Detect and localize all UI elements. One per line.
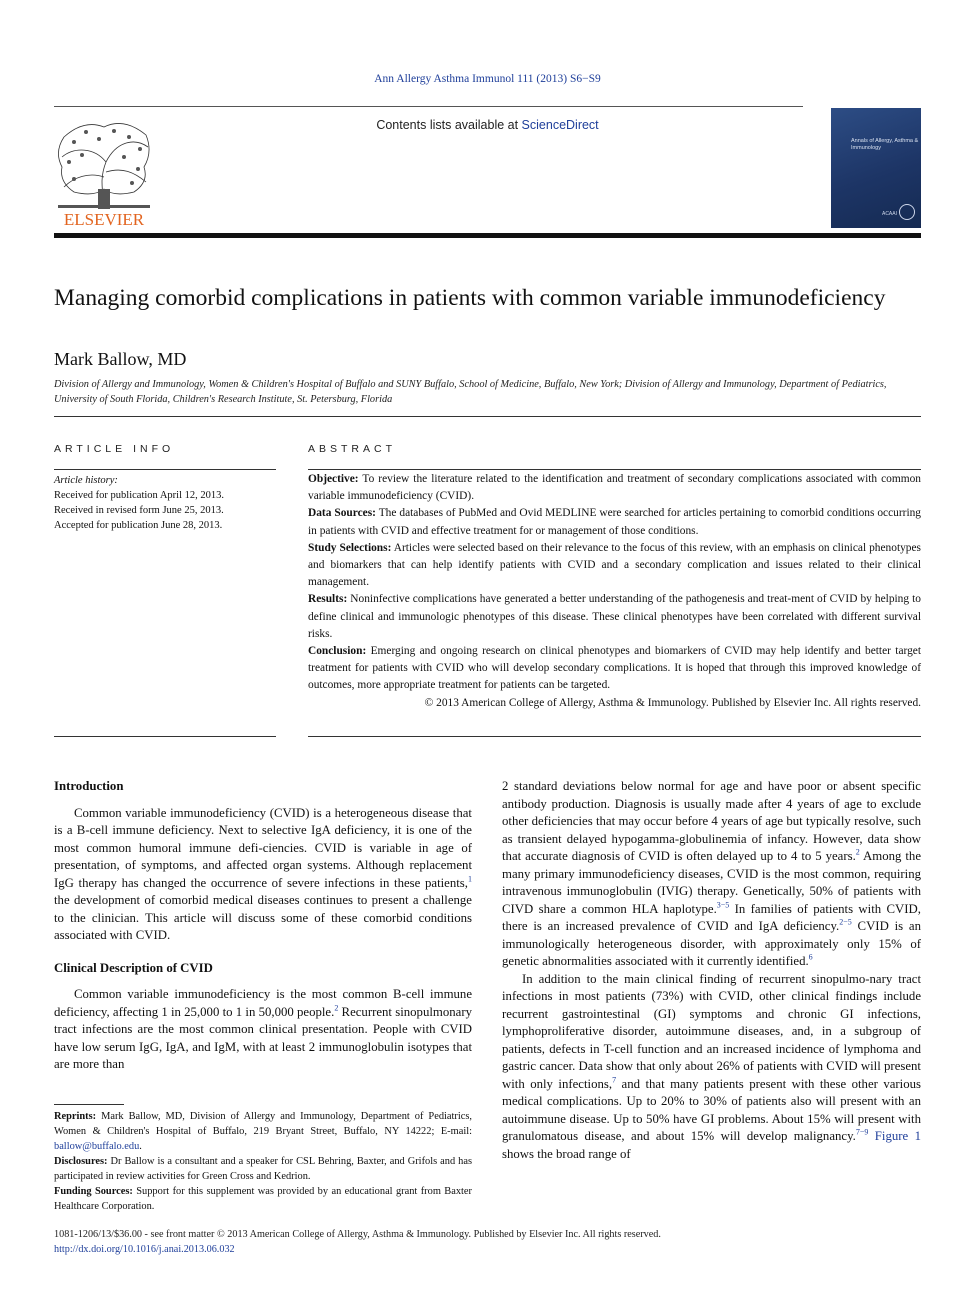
header-divider xyxy=(54,106,803,107)
elsevier-logo[interactable] xyxy=(54,117,154,229)
sciencedirect-link[interactable]: ScienceDirect xyxy=(521,118,599,132)
abstract-data-sources xyxy=(308,505,921,539)
affiliation-divider xyxy=(54,416,921,417)
intro-text-a: Common variable immunodeficiency (CVID) is a heterogeneous disease that is a B-cell immune deficiency. Next to selective IgA deficiency, it is one of the most common humoral immune defi-ciencies. CVID is variable in age of presentation, of symptoms, and affected organ systems. Although replacement IgG therapy has changed the occurrence of severe infections in these patients, xyxy=(54,805,472,890)
history-label: Article history: xyxy=(54,475,118,486)
history-revised: Received in revised form June 25, 2013. xyxy=(54,505,224,516)
col2-text-b: Among the many primary immunodeficiency diseases, CVID is the most common, requiring intravenous immunoglobulin (IVIG) therapy. Genetically, 50% of patients with CIVD share a common HLA haplotype. xyxy=(502,849,922,916)
author-affiliation: Division of Allergy and Immunology, Women & Children's Hospital of Buffalo and SUNY Buffalo, School of Medicine, Buffalo, New York; Division of Allergy and Immunology, Department of Pediatrics, University of South Florida, Children's Research Institute, St. Petersburg, Florida xyxy=(54,379,887,405)
abstract-objective xyxy=(308,471,921,505)
reprints-end: . xyxy=(139,1141,142,1152)
abstract-results xyxy=(308,591,921,643)
history-accepted: Accepted for publication June 28, 2013. xyxy=(54,520,223,531)
abstract-study-selections xyxy=(308,540,921,592)
author-email-link[interactable]: ballow@buffalo.edu xyxy=(54,1141,140,1152)
citation-ref[interactable]: 7−9 xyxy=(855,1127,869,1137)
objective-label: Objective: xyxy=(308,473,359,485)
results-label: Results: xyxy=(308,593,348,606)
clinical-text-b: Recurrent sinopulmonary tract infections are the most common clinical presentation. People with CVID have low serum IgG, IgA, and IgM, with at least 2 immunoglobulin isotypes that are more than xyxy=(54,1004,472,1071)
contents-prefix: Contents lists available at xyxy=(376,118,522,132)
body-column-right xyxy=(502,778,921,1163)
citation-ref[interactable]: 6 xyxy=(808,952,813,962)
abstract-copyright: © 2013 American College of Allergy, Asthma & Immunology. Published by Elsevier Inc. All rights reserved. xyxy=(424,696,921,709)
clinical-description-heading: Clinical Description of CVID xyxy=(54,960,213,975)
article-info-heading: ARTICLE INFO xyxy=(54,443,175,455)
continued-paragraph xyxy=(502,778,921,971)
sources-text: The databases of PubMed and Ovid MEDLINE were searched for articles pertaining to comorbid conditions occurring in patients with CVID and effective treatment for or management of those conditions. xyxy=(308,507,922,537)
selections-text: Articles were selected based on their relevance to the focus of this review, with an emphasis on clinical phenotypes and biomarkers that can help identify patients with CVID and a secondary complication and issues related to their clinical management. xyxy=(308,541,921,589)
footnote-rule xyxy=(54,1104,124,1105)
funding-label: Funding Sources: xyxy=(54,1186,133,1197)
article-info-top-rule xyxy=(54,469,276,470)
funding-text: Support for this supplement was provided by an educational grant from Baxter Healthcare Corporation. xyxy=(54,1186,473,1212)
disclosures-label: Disclosures: xyxy=(54,1156,108,1167)
figure-1-link[interactable]: Figure 1 xyxy=(874,1129,922,1143)
doi-link[interactable]: http://dx.doi.org/10.1016/j.anai.2013.06.032 xyxy=(54,1244,235,1255)
citation-ref[interactable]: 7 xyxy=(612,1075,617,1085)
footnotes xyxy=(54,1109,472,1214)
page-footer xyxy=(54,1227,921,1257)
col2-p2-text-d: shows the broad range of xyxy=(502,1146,631,1161)
col2-p2-text-b: and that many patients present with these other various medical complications. Up to 20% to 30% of patients also will present with an autoimmune disease. Up to 50% have GI problems. About 15% will present with granulomatous disease, and about 15% will develop malignancy. xyxy=(502,1076,922,1143)
journal-reference[interactable]: Ann Allergy Asthma Immunol 111 (2013) S6−S9 xyxy=(374,73,601,85)
article-title: Managing comorbid complications in patients with common variable immunodeficiency xyxy=(54,285,886,311)
intro-text-b: the development of comorbid medical diseases continues to present a challenge to the clinician. This article will discuss some of these comorbid conditions associated with CVID. xyxy=(54,893,472,942)
selections-label: Study Selections: xyxy=(308,541,392,554)
history-received: Received for publication April 12, 2013. xyxy=(54,490,225,501)
reprints-note xyxy=(54,1109,472,1154)
citation-ref[interactable]: 3−5 xyxy=(716,900,730,910)
col2-text-c: In families of patients with CVID, there is an increased prevalence of CVID and IgA deficiency. xyxy=(502,901,921,933)
elsevier-tree-icon xyxy=(54,117,154,229)
citation-ref[interactable]: 1 xyxy=(468,874,472,884)
abstract-conclusion xyxy=(308,643,921,695)
clinical-findings-paragraph xyxy=(502,971,921,1164)
results-text: Noninfective complications have generated a better understanding of the pathogenesis and treat-ment of CVID by helping to define clinical and immunologic phenotypes of this disease. These clinical phenotypes have been correlated with different survival risks. xyxy=(308,593,921,640)
cover-seal-icon xyxy=(899,204,915,220)
citation-ref[interactable]: 2−5 xyxy=(839,917,852,927)
disclosures-text: Dr Ballow is a consultant and a speaker for CSL Behring, Baxter, and Grifols and has participated in review activities for Green Cross and Kedrion. xyxy=(54,1156,472,1182)
article-history xyxy=(54,473,276,533)
cover-title: Annals of Allergy, Asthma & Immunology xyxy=(851,138,919,151)
conclusion-label: Conclusion: xyxy=(308,645,367,658)
abstract-top-rule xyxy=(308,469,921,470)
introduction-paragraph xyxy=(54,805,472,945)
reprints-text: Mark Ballow, MD, Division of Allergy and Immunology, Department of Pediatrics, Women & Children's Hospital of Buffalo, 219 Bryant Street, Buffalo, NY 14222; E-mail: xyxy=(54,1111,472,1137)
journal-cover-image[interactable] xyxy=(831,108,921,228)
abstract-heading: ABSTRACT xyxy=(308,443,397,455)
body-column-left xyxy=(54,778,472,1074)
clinical-text-a: Common variable immunodeficiency is the most common B-cell immune deficiency, affecting 1 in 25,000 to 1 in 50,000 people. xyxy=(54,987,472,1019)
conclusion-text: Emerging and ongoing research on clinical phenotypes and biomarkers of CVID may help identify and better target treatment for patients with CVID who will develop secondary complications. It is hoped that through this improved knowledge of outcomes, more appropriate treatment for patients can be targeted. xyxy=(308,645,921,692)
header-thick-divider xyxy=(54,233,921,238)
article-author[interactable]: Mark Ballow, MD xyxy=(54,349,187,369)
sources-label: Data Sources: xyxy=(308,507,376,520)
funding-note xyxy=(54,1184,472,1214)
col2-text-a: 2 standard deviations below normal for age and have poor or absent specific antibody production. Diagnosis is usually made after 4 years of age to exclude other deficiencies that may occur before 4 years of age but typically resolve, such as transient delayed hypogamma-globulinemia of infancy. However, data show that accurate diagnosis of CVID is often delayed up to 4 to 5 years. xyxy=(502,779,921,863)
reprints-label: Reprints: xyxy=(54,1111,97,1122)
objective-text: To review the literature related to the identification and treatment of secondary complications associated with common variable immunodeficiency (CVID). xyxy=(308,473,921,503)
abstract-bottom-rule xyxy=(308,736,921,737)
abstract-body xyxy=(308,471,921,712)
citation-ref[interactable]: 2 xyxy=(855,847,860,857)
col2-text-d: CVID is an immunologically heterogeneous disorder, with approximately only 15% of genetic abnormalities associated with it currently identified. xyxy=(502,919,921,968)
contents-line xyxy=(0,118,975,132)
article-info-bottom-rule xyxy=(54,736,276,737)
cover-badge: ACAAI xyxy=(881,211,897,217)
clinical-paragraph xyxy=(54,986,472,1074)
col2-p2-text-a: In addition to the main clinical finding of recurrent sinopulmo-nary tract infections in most patients (73%) with CVID, other clinical findings include recurrent gastrointestinal (GI) symptoms and chronic GI infections, lymphoproliferative disorder, autoimmune diseases, and, in a subgroup of patients, defects in T-cell function and an increased incidence of lymphoma and gastric cancer. Data show that only about 26% of patients with CVID will present with only infections, xyxy=(502,971,921,1091)
introduction-heading: Introduction xyxy=(54,779,124,793)
citation-ref[interactable]: 2 xyxy=(334,1003,339,1013)
footer-front-matter: 1081-1206/13/$36.00 - see front matter © 2013 American College of Allergy, Asthma & Immunology. Published by Elsevier Inc. All rights reserved. xyxy=(54,1229,661,1240)
disclosures-note xyxy=(54,1154,472,1184)
elsevier-wordmark: ELSEVIER xyxy=(63,210,145,229)
